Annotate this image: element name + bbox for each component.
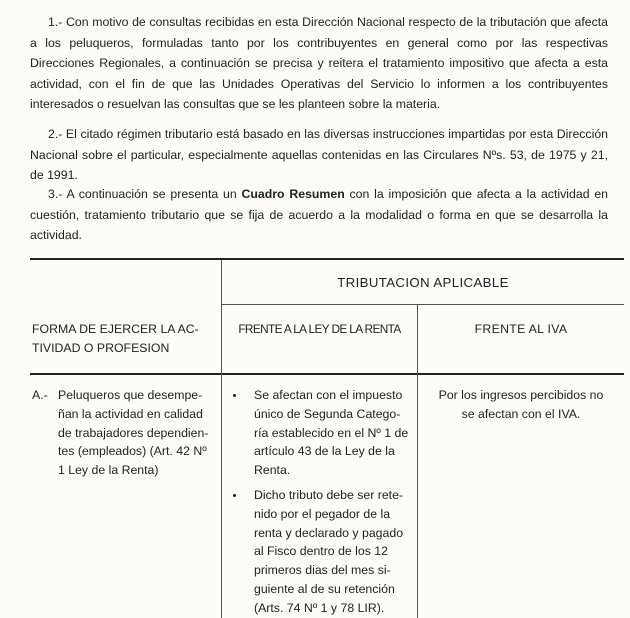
bullet-1-marker (233, 394, 236, 397)
row-a-bullet-1 (254, 386, 414, 480)
paragraph-3-text-start: 3.- A continuación se presenta un (48, 187, 242, 201)
row-a-col3 (420, 386, 622, 424)
row-a-col1-line: ñan la actividad en calidad (58, 406, 203, 421)
col1-header-line2: TIVIDAD O PROFESION (32, 341, 170, 355)
group-header-rule (222, 304, 624, 305)
col1-header-line1: FORMA DE EJERCER LA AC- (32, 322, 199, 336)
group-header: TRIBUTACION APLICABLE (337, 275, 509, 290)
paragraph-3 (30, 184, 608, 246)
paragraph-1: 1.- Con motivo de consultas recibidas en esta Dirección Nacional respecto de la tributación que afecta a los peluqueros, formuladas tanto por los contribuyentes en general como por las respectivas Direcciones Regionales, a continuación se precisa y reitera el tratamiento impositivo que afecta a esta actividad, con el fin de que las Unidades Operativas del Servicio lo informen a los contribuyentes interesados o resuelvan las consultas que se les planteen sobre la materia. (30, 15, 608, 112)
bullet-1-line: artículo 43 de la Ley de la (254, 444, 395, 459)
bullet-2-marker (233, 494, 236, 497)
row-a-bullet-2 (254, 486, 414, 618)
col2-header: FRENTE A LA LEY DE LA RENTA (238, 322, 401, 336)
bullet-2-line: al Fisco dentro de los 12 (254, 544, 388, 559)
bullet-1-line: Se afectan con el impuesto (254, 388, 403, 402)
bullet-1-line: único de Segunda Catego- (254, 406, 401, 421)
bullet-2-line: (Arts. 74 Nº 1 y 78 LIR). (254, 600, 385, 615)
row-a-col1-line: 1 Ley de la Renta) (58, 463, 159, 478)
bullet-1-line: Renta. (254, 463, 291, 478)
bullet-2-line: Dicho tributo debe ser rete- (254, 488, 404, 502)
row-a-col1 (58, 386, 218, 480)
row-a-col1-line: tes (empleados) (Art. 42 Nº (58, 444, 207, 459)
row-a-col3-line: se afectan con el IVA. (461, 406, 581, 421)
header-bottom-rule (30, 373, 624, 375)
col3-header: FRENTE AL IVA (474, 322, 568, 336)
paragraph-2: 2.- El citado régimen tributario está basado en las diversas instrucciones impartidas por esta Dirección Nacional sobre el particular, especialmente aquellas contenidas en las Circulares Nºs. 53, de 1975 y 21, de 1991. (30, 127, 608, 183)
bullet-1-line: ría establecido en el Nº 1 de (254, 425, 409, 440)
row-a-col1-line: Peluqueros que desempe- (58, 388, 203, 402)
row-a-col3-line: Por los ingresos percibidos no (438, 388, 604, 402)
table-divider-2 (417, 305, 418, 618)
bullet-2-line: nido por el pegador de la (254, 506, 391, 521)
row-a-marker: A.- (32, 388, 48, 402)
bullet-2-line: renta y declarado y pagado (254, 525, 404, 540)
row-a-col1-line: de trabajadores dependien- (58, 425, 209, 440)
bullet-2-line: guiente al de su retención (254, 581, 395, 596)
bullet-2-line: primeros dias del mes si- (254, 563, 391, 578)
paragraph-3-bold: Cuadro Resumen (241, 187, 345, 201)
table-divider-1 (221, 260, 222, 618)
table-top-rule (30, 258, 624, 260)
paragraph-3-text-end: con la imposición que afecta a la actividad en cuestión, tratamiento tributario que se fija de acuerdo a la modalidad o forma en que se desarrolla la actividad. (30, 187, 609, 243)
col1-header (32, 320, 217, 358)
